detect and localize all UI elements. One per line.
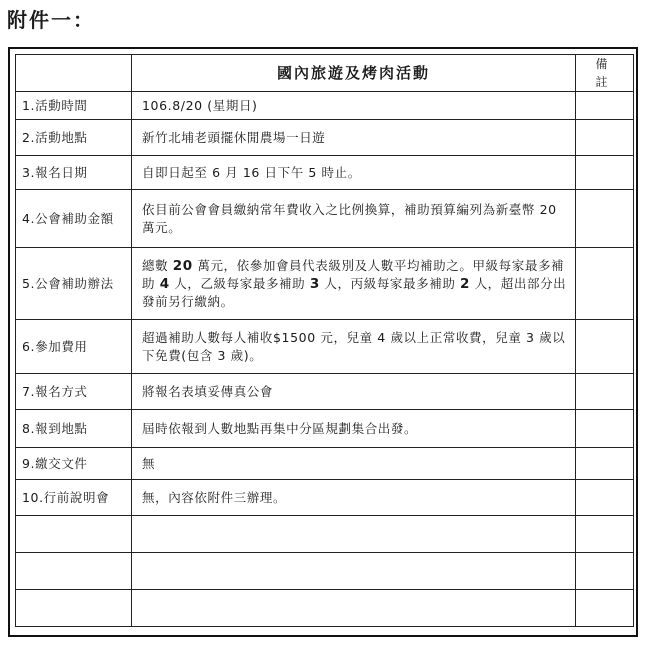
item-detail: 依目前公會會員繳納常年費收入之比例換算，補助預算編列為新臺幣 20 萬元。 xyxy=(132,190,576,248)
note-cell xyxy=(576,190,634,248)
note-cell xyxy=(576,120,634,156)
note-cell xyxy=(576,448,634,480)
item-label: 9.繳交文件 xyxy=(16,448,132,480)
table-row-empty xyxy=(16,516,634,553)
document-frame xyxy=(8,47,638,637)
header-blank-cell xyxy=(16,55,132,92)
note-cell xyxy=(576,374,634,410)
note-cell xyxy=(576,156,634,190)
item-detail: 屆時依報到人數地點再集中分區規劃集合出發。 xyxy=(132,410,576,448)
note-cell xyxy=(576,320,634,374)
table-title: 國內旅遊及烤肉活動 xyxy=(132,55,576,92)
table-row xyxy=(16,190,634,248)
item-label: 8.報到地點 xyxy=(16,410,132,448)
item-detail: 自即日起至 6 月 16 日下午 5 時止。 xyxy=(132,156,576,190)
item-label: 6.參加費用 xyxy=(16,320,132,374)
item-label: 10.行前說明會 xyxy=(16,480,132,516)
item-label: 5.公會補助辦法 xyxy=(16,248,132,320)
item-label: 4.公會補助金額 xyxy=(16,190,132,248)
table-row xyxy=(16,448,634,480)
attachment-label: 附件一： xyxy=(7,8,95,32)
item-label: 7.報名方式 xyxy=(16,374,132,410)
item-detail: 超過補助人數每人補收$1500 元，兒童 4 歲以上正常收費，兒童 3 歲以下免費(包含 3 歲)。 xyxy=(132,320,576,374)
table-row xyxy=(16,248,634,320)
table-row xyxy=(16,92,634,120)
note-cell xyxy=(576,92,634,120)
item-detail: 無 xyxy=(132,448,576,480)
table-row-empty xyxy=(16,553,634,590)
item-detail: 總數 20 萬元，依參加會員代表級別及人數平均補助之。甲級每家最多補助 4 人，乙級每家最多補助 3 人，丙級每家最多補助 2 人，超出部分出發前另行繳納。 xyxy=(132,248,576,320)
table-row xyxy=(16,320,634,374)
item-label: 1.活動時間 xyxy=(16,92,132,120)
item-detail: 無，內容依附件三辦理。 xyxy=(132,480,576,516)
note-cell xyxy=(576,248,634,320)
item-label: 3.報名日期 xyxy=(16,156,132,190)
table-row xyxy=(16,120,634,156)
table-header-row xyxy=(16,55,634,92)
item-detail: 106.8/20 (星期日) xyxy=(132,92,576,120)
note-cell xyxy=(576,410,634,448)
item-detail: 新竹北埔老頭擺休閒農場一日遊 xyxy=(132,120,576,156)
table-row xyxy=(16,374,634,410)
table-row xyxy=(16,410,634,448)
table-row xyxy=(16,156,634,190)
note-header: 備 註 xyxy=(576,55,634,92)
item-detail: 將報名表填妥傳真公會 xyxy=(132,374,576,410)
note-cell xyxy=(576,480,634,516)
activity-table xyxy=(15,54,634,627)
table-row xyxy=(16,480,634,516)
item-label: 2.活動地點 xyxy=(16,120,132,156)
table-row-empty xyxy=(16,590,634,627)
